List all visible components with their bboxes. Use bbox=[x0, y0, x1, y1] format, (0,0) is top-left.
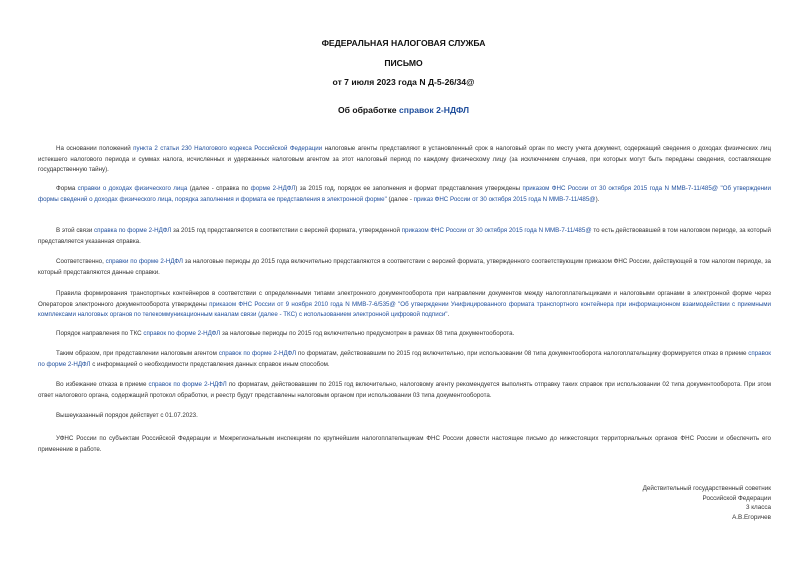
agency-name: ФЕДЕРАЛЬНАЯ НАЛОГОВАЯ СЛУЖБА bbox=[321, 38, 486, 48]
certificates-2ndfl-link[interactable]: справки по форме 2-НДФЛ bbox=[105, 258, 183, 265]
text: за 2015 год представляется в соответствии с версией формата, утвержденной bbox=[171, 227, 402, 234]
document-date-number: от 7 июля 2023 года N Д-5-26/34@ bbox=[332, 77, 475, 87]
paragraph-3 bbox=[38, 226, 771, 247]
text: Порядок направления по ТКС bbox=[56, 330, 144, 337]
text: УФНС России по субъектам Российской Федерации и Межрегиональным инспекциям по крупнейшим налогоплательщикам ФНС России довести настоящее письмо до нижестоящих территориальных органов ФНС России и обеспечить его применение в работе. bbox=[38, 435, 771, 453]
text: Правила формирования транспортных контейнеров в соответствии с определенными типами электронного документооборота при направлении документов между налогоплательщиками и налоговыми органами в электронной форме через Операторов электронного документооборота утверждены bbox=[38, 290, 771, 308]
signature-class: 3 класса bbox=[745, 504, 771, 512]
paragraph-7 bbox=[38, 349, 771, 370]
paragraph-4 bbox=[38, 257, 771, 278]
paragraph-1 bbox=[38, 144, 771, 176]
signatory-name: А.В.Егоричев bbox=[732, 513, 771, 521]
text: ) за 2015 год, порядок ее заполнения и формат представления утверждены bbox=[295, 185, 523, 192]
text: В этой связи bbox=[56, 227, 95, 234]
signature-block bbox=[551, 484, 771, 522]
income-certificate-link[interactable]: справки о доходах физического лица bbox=[77, 185, 188, 192]
text: (далее - справка по bbox=[187, 185, 251, 192]
paragraph-8 bbox=[38, 380, 771, 401]
document-type: ПИСЬМО bbox=[384, 58, 423, 68]
paragraph-5 bbox=[38, 289, 771, 321]
signature-country: Российской Федерации bbox=[702, 494, 771, 502]
document-title bbox=[0, 105, 807, 115]
certificates-2ndfl-link[interactable]: справок по форме 2-НДФЛ bbox=[38, 350, 771, 368]
order-mmv-485-link[interactable]: приказом ФНС России от 30 октября 2015 года N ММВ-7-11/485@ bbox=[401, 227, 592, 234]
text: по форматам, действовавшим по 2015 год включительно, налоговому агенту рекомендуется выполнять отправку таких справок при использовании 02 типа документооборота. При этом ответ налогового органа, содержащий протокол обработки, и реестр будут представлены налоговым органом при использовании 03 типа документооборота. bbox=[38, 381, 772, 399]
certificates-2ndfl-link[interactable]: справок по форме 2-НДФЛ bbox=[218, 350, 297, 357]
text: Таким образом, при представлении налоговым агентом bbox=[56, 350, 219, 357]
text: то есть действовавшей в том налоговом периоде, за который представляется указанная справка. bbox=[38, 227, 772, 245]
certificates-2ndfl-link[interactable]: справок по форме 2-НДФЛ bbox=[148, 381, 227, 388]
paragraph-6 bbox=[38, 329, 771, 340]
text: . bbox=[447, 311, 450, 319]
text: На основании положений bbox=[56, 145, 134, 152]
paragraph-10 bbox=[38, 434, 771, 455]
text: Во избежание отказа в приеме bbox=[56, 381, 149, 388]
text: налоговые агенты представляют в установленный срок в налоговый орган по месту учета документ, содержащий сведения о доходах физических лиц истекшего налогового периода и суммах налога, исчисленных и удержанных налоговым агентом за этот налоговый период по каждому физическому лицу (за исключением случаев, при которых могут быть переданы сведения, составляющие государственную тайну). bbox=[38, 145, 771, 174]
text: по форматам, действовавшим по 2015 год включительно, при использовании 08 типа документооборота налогоплательщику формируется отказ в приеме bbox=[296, 350, 749, 357]
paragraph-9 bbox=[38, 411, 771, 422]
text: за налоговые периоды по 2015 год включительно предусмотрен в рамках 08 типа документооборота. bbox=[220, 330, 515, 337]
text: Форма bbox=[56, 185, 78, 192]
text: Вышеуказанный порядок действует с 01.07.2023. bbox=[56, 412, 198, 419]
certificate-2ndfl-link[interactable]: справка по форме 2-НДФЛ bbox=[94, 227, 172, 234]
certificates-2ndfl-link[interactable]: справок по форме 2-НДФЛ bbox=[143, 330, 221, 337]
paragraph-2 bbox=[38, 184, 771, 205]
title-prefix: Об обработке bbox=[337, 105, 399, 115]
order-mmv-485-short-link[interactable]: приказ ФНС России от 30 октября 2015 года N ММВ-7-11/485@ bbox=[413, 195, 596, 203]
order-mmv-535-link[interactable]: приказом ФНС России от 9 ноября 2010 года N ММВ-7-6/535@ "Об утверждении Унифицированного формата транспортного контейнера при информационном взаимодействии с приемными комплексами налоговых органов по телекоммуникационным каналам связи (далее - ТКС) с использованием электронной цифровой подписи" bbox=[38, 300, 772, 319]
text: за налоговые периоды до 2015 года включительно представляются в соответствии с версией формата, утвержденного соответствующим приказом ФНС России, действующей в том налогом периоде, за который представляются данные справки. bbox=[38, 258, 771, 276]
tax-code-link[interactable]: пункта 2 статьи 230 Налогового кодекса Российской Федерации bbox=[133, 145, 323, 152]
text: с информацией о необходимости представления данных справок иным способом. bbox=[90, 360, 330, 368]
text: Соответственно, bbox=[56, 258, 106, 265]
signature-rank: Действительный государственный советник bbox=[642, 485, 771, 492]
title-link[interactable]: справок 2-НДФЛ bbox=[398, 105, 469, 115]
text: (далее - bbox=[386, 195, 414, 203]
form-2ndfl-link[interactable]: форме 2-НДФЛ bbox=[250, 185, 296, 192]
text: ). bbox=[595, 195, 600, 203]
order-mmv-485-link[interactable]: приказом ФНС России от 30 октября 2015 года N ММВ-7-11/485@ "Об утверждении формы сведений о доходах физического лица, порядка заполнения и формата ее представления в электронной форме" bbox=[38, 185, 771, 203]
